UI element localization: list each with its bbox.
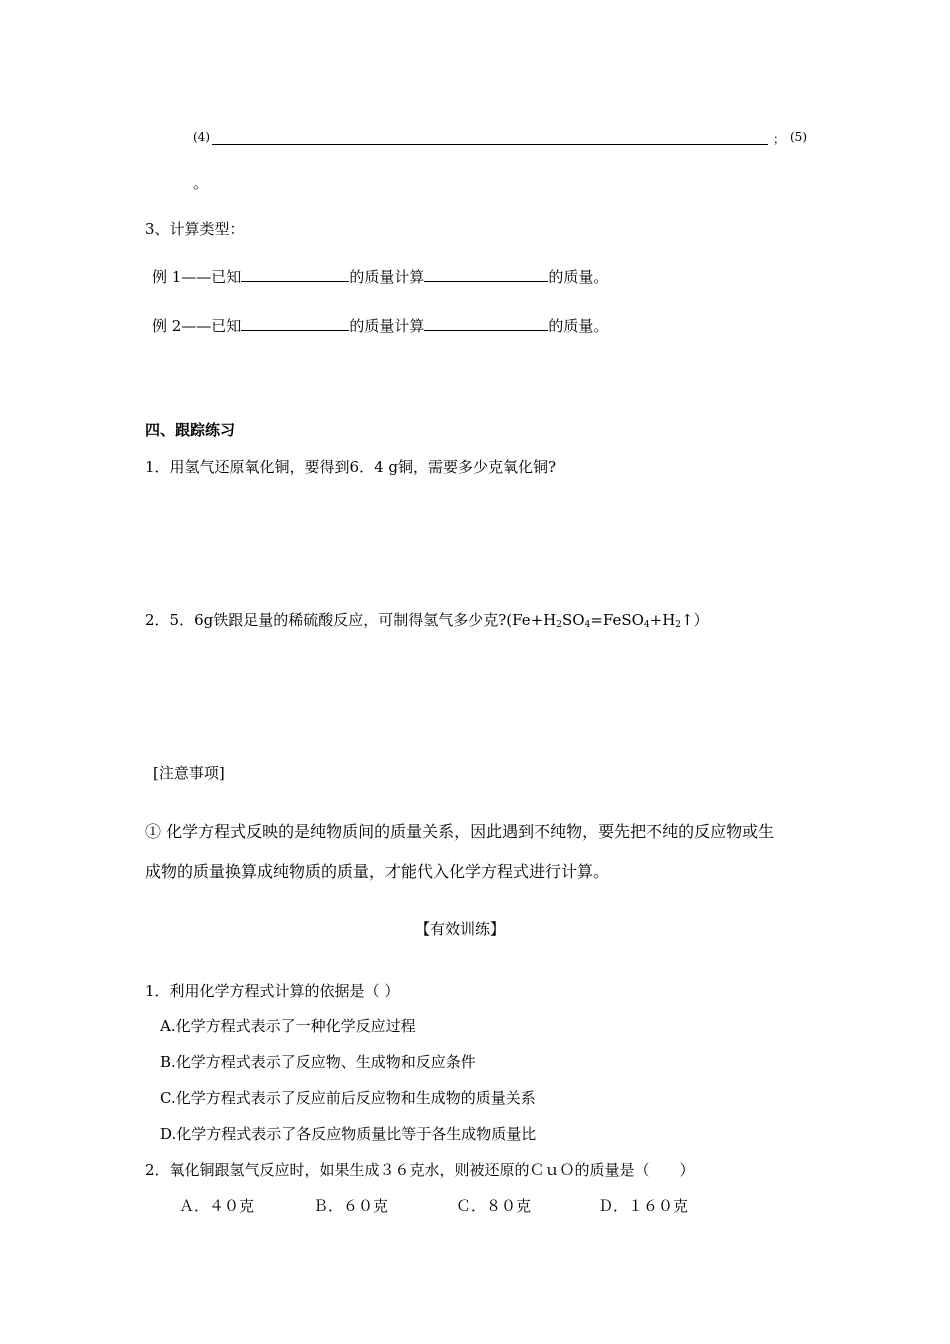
training-q1-option-c: C.化学方程式表示了反应前后反应物和生成物的质量关系 bbox=[160, 1089, 536, 1107]
practice-question-1: 1．用氢气还原氧化铜，要得到6．4 g铜，需要多少克氧化铜? bbox=[145, 458, 557, 476]
example-1-prefix: 例 1——已知 bbox=[152, 268, 242, 286]
example-1-blank-target bbox=[424, 266, 548, 282]
item-separator: ； bbox=[773, 132, 786, 146]
answer-blank-4 bbox=[212, 144, 768, 145]
training-q2-option-a: Ａ．４０克 bbox=[179, 1197, 255, 1215]
practice-question-2 bbox=[145, 609, 709, 630]
example-2-mid: 的质量计算 bbox=[349, 317, 425, 335]
equation-part: SO bbox=[561, 611, 585, 629]
example-2-blank-target bbox=[424, 315, 548, 331]
example-1-blank-known bbox=[241, 266, 349, 282]
example-1-suffix: 的质量。 bbox=[548, 268, 609, 286]
training-q2-option-d: Ｄ．１６０克 bbox=[598, 1197, 689, 1215]
training-q1-stem: 1．利用化学方程式计算的依据是（ ） bbox=[145, 982, 400, 1000]
example-2-prefix: 例 2——已知 bbox=[152, 317, 242, 335]
notes-heading: [注意事项] bbox=[153, 764, 225, 782]
item-5-number: (5) bbox=[790, 130, 807, 144]
example-1-mid: 的质量计算 bbox=[349, 268, 425, 286]
equation-subscript: 2 bbox=[675, 620, 682, 630]
example-2-suffix: 的质量。 bbox=[548, 317, 609, 335]
equation-subscript: 2 bbox=[556, 620, 562, 630]
item-4-number: (4) bbox=[193, 130, 210, 144]
training-q1-option-b: B.化学方程式表示了反应物、生成物和反应条件 bbox=[160, 1053, 476, 1071]
training-q2-option-c: Ｃ．８０克 bbox=[456, 1197, 532, 1215]
equation-part: ↑） bbox=[681, 611, 709, 629]
training-heading: 【有效训练】 bbox=[415, 920, 506, 938]
practice-heading: 四、跟踪练习 bbox=[145, 421, 236, 439]
example-1 bbox=[152, 266, 608, 287]
training-q1-option-a: A.化学方程式表示了一种化学反应过程 bbox=[160, 1017, 416, 1035]
training-q2-stem: 2．氧化铜跟氢气反应时，如果生成３６克水，则被还原的ＣｕＯ的质量是（ ） bbox=[145, 1161, 695, 1179]
equation-subscript: 4 bbox=[643, 620, 650, 630]
calc-types-heading: 3、计算类型： bbox=[145, 220, 245, 238]
item-5-period: 。 bbox=[193, 174, 209, 192]
training-q1-option-d: D.化学方程式表示了各反应物质量比等于各生成物质量比 bbox=[160, 1125, 537, 1143]
notes-line-1: ① 化学方程式反映的是纯物质间的质量关系，因此遇到不纯物，要先把不纯的反应物或生 bbox=[145, 822, 775, 841]
notes-line-2: 成物的质量换算成纯物质的质量，才能代入化学方程式进行计算。 bbox=[145, 862, 610, 881]
equation-subscript: 4 bbox=[584, 620, 591, 630]
practice-question-2-text: 2．5．6g铁跟足量的稀硫酸反应，可制得氢气多少克? bbox=[145, 611, 507, 629]
example-2 bbox=[152, 315, 608, 336]
equation-part: +H bbox=[649, 611, 676, 629]
training-q2-option-b: Ｂ．６０克 bbox=[313, 1197, 389, 1215]
equation-part: (Fe+H bbox=[506, 611, 557, 629]
equation-part: =FeSO bbox=[590, 611, 644, 629]
example-2-blank-known bbox=[241, 315, 349, 331]
chemical-equation bbox=[506, 611, 708, 629]
